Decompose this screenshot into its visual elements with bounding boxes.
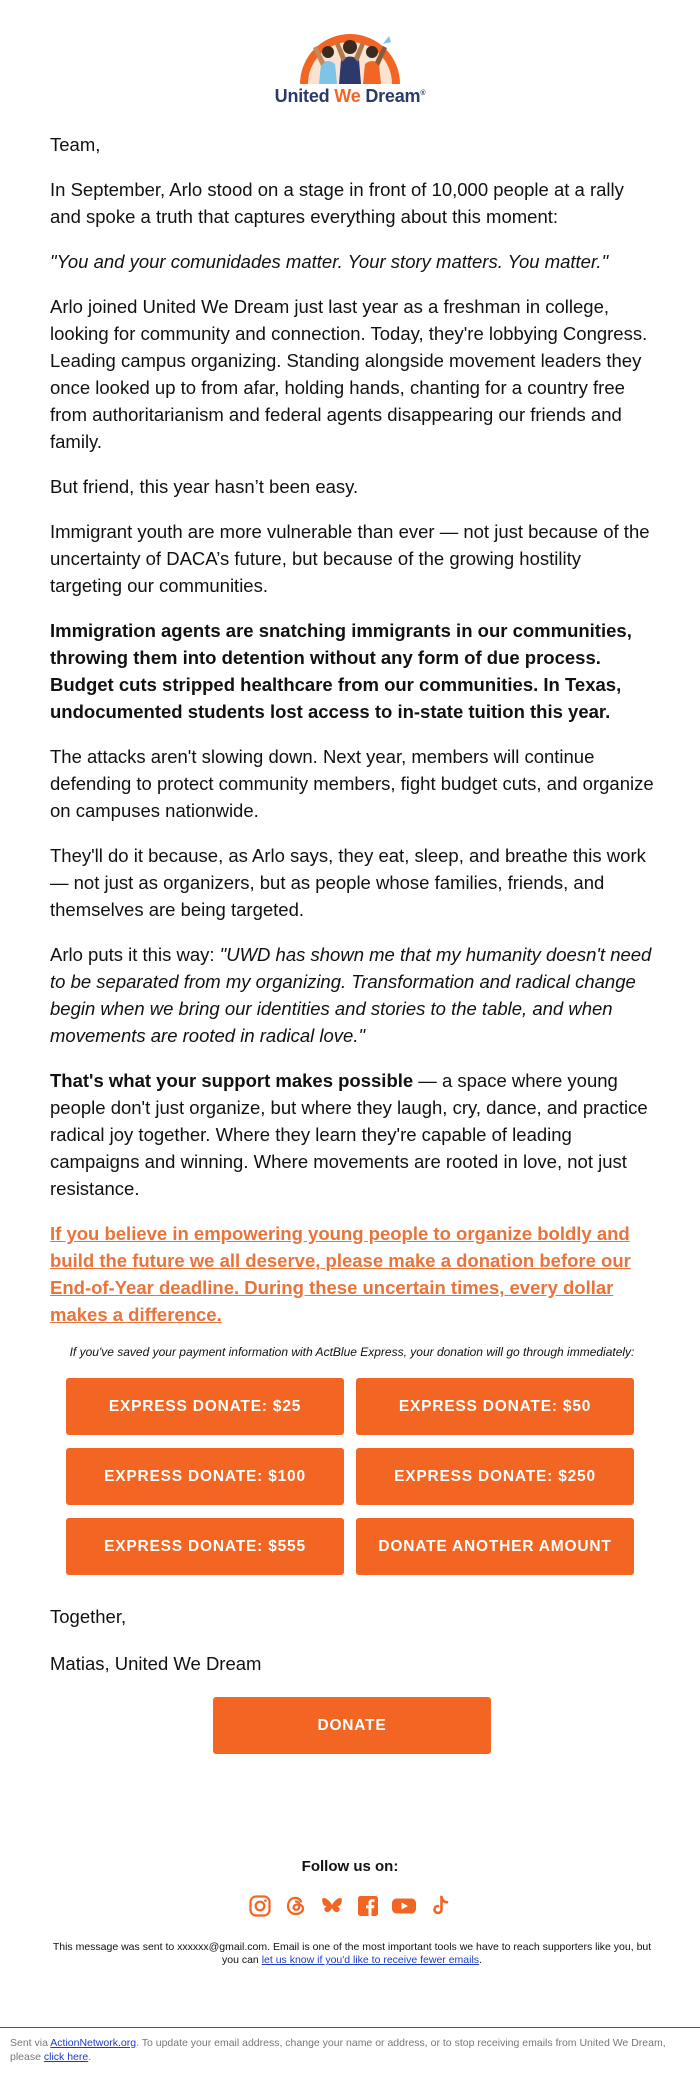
youtube-icon[interactable] <box>391 1893 417 1919</box>
footer-text: Sent via <box>10 2037 51 2049</box>
footer-divider <box>0 2027 700 2028</box>
follow-heading: Follow us on: <box>301 1858 399 1875</box>
unsubscribe-link[interactable]: click here <box>43 2051 89 2063</box>
tiktok-icon[interactable] <box>427 1893 453 1919</box>
footer-text-middle: . To update your email address, change your name or address, or to stop receiving emails from United We Dream, please <box>10 2037 666 2063</box>
footer-notice <box>10 2036 670 2064</box>
quote-comunidades: "You and your comunidades matter. Your story matters. You matter." <box>50 251 609 272</box>
arlo-quote-text: "UWD has shown me that my humanity doesn't need to be separated from my organizing. Transformation and radical change begin when we bring our identities and stories to the table, and when movements are rooted in radical love." <box>50 944 652 1046</box>
facebook-icon[interactable] <box>355 1893 381 1919</box>
legal-text-end: . <box>479 1954 482 1966</box>
paragraph-attacks-bold: Immigration agents are snatching immigrants in our communities, throwing them into detention without any form of due process. Budget cuts stripped healthcare from our communities. In Texas, undocumented students lost access to in-state tuition this year. <box>50 620 632 722</box>
support-rest: — a space where young people don't just organize, but where they laugh, cry, dance, and practice radical joy together. Where they learn they're capable of leading campaigns and winning. Where movements are rooted in love, not just resistance. <box>50 1070 648 1199</box>
paragraph-arlo-joined: Arlo joined United We Dream just last year as a freshman in college, looking for community and connection. Today, they're lobbying Congress. Leading campus organizing. Standing alongside movement leaders they once looked up to from afar, holding hands, chanting for a country free from authoritarianism and federal agents disappearing our friends and family. <box>50 296 648 452</box>
paragraph-rally: In September, Arlo stood on a stage in front of 10,000 people at a rally and spoke a truth that captures everything about this moment: <box>50 179 624 227</box>
actionnetwork-link[interactable]: ActionNetwork.org <box>50 2037 137 2049</box>
paragraph-arlo-quote <box>50 941 654 1049</box>
donation-cta-link[interactable]: If you believe in empowering young people to organize boldly and build the future we all deserve, please make a donation before our End-of-Year deadline. During these uncertain times, every dollar makes a difference. <box>50 1223 631 1325</box>
fewer-emails-link[interactable]: let us know if you'd like to receive fewer emails <box>261 1954 480 1966</box>
express-donate-25-button[interactable]: EXPRESS DONATE: $25 <box>66 1378 344 1435</box>
express-donate-555-button[interactable]: EXPRESS DONATE: $555 <box>66 1518 344 1575</box>
paragraph-support <box>50 1067 654 1202</box>
greeting: Team, <box>50 134 101 155</box>
express-donate-50-button[interactable]: EXPRESS DONATE: $50 <box>356 1378 634 1435</box>
arlo-quote-lead: Arlo puts it this way: <box>50 944 220 965</box>
closing: Together, <box>50 1606 127 1627</box>
legal-text: This message was sent to xxxxxx@gmail.com. Email is one of the most important tools we have to reach supporters like you, but you can <box>52 1941 652 1966</box>
express-donate-100-button[interactable]: EXPRESS DONATE: $100 <box>66 1448 344 1505</box>
express-note: If you've saved your payment information with ActBlue Express, your donation will go through immediately: <box>69 1345 635 1359</box>
support-bold: That's what your support makes possible <box>50 1070 414 1091</box>
donate-another-amount-button[interactable]: DONATE ANOTHER AMOUNT <box>356 1518 634 1575</box>
legal-notice <box>50 1941 654 1967</box>
email-body <box>50 131 654 1754</box>
paragraph-vulnerable: Immigrant youth are more vulnerable than ever — not just because of the uncertainty of DACA’s future, but because of the growing hostility targeting our communities. <box>50 521 650 596</box>
paragraph-next-year: The attacks aren't slowing down. Next year, members will continue defending to protect community members, fight budget cuts, and organize on campuses nationwide. <box>50 746 654 821</box>
brand-logo[interactable] <box>0 22 700 107</box>
paragraph-eat-sleep: They'll do it because, as Arlo says, they eat, sleep, and breathe this work — not just as organizers, but as people whose families, friends, and themselves are being targeted. <box>50 845 646 920</box>
logo-illustration-icon <box>295 22 405 84</box>
footer-text-end: . <box>88 2051 92 2063</box>
paragraph-hard-year: But friend, this year hasn’t been easy. <box>50 476 359 497</box>
signature: Matias, United We Dream <box>50 1653 262 1674</box>
express-donate-grid <box>66 1378 654 1575</box>
bluesky-icon[interactable] <box>319 1893 345 1919</box>
logo-wordmark: United We Dream® <box>274 86 426 106</box>
social-icons <box>0 1893 700 1919</box>
express-donate-250-button[interactable]: EXPRESS DONATE: $250 <box>356 1448 634 1505</box>
donate-button-wrap <box>50 1697 654 1754</box>
donate-button[interactable]: DONATE <box>213 1697 491 1754</box>
instagram-icon[interactable] <box>247 1893 273 1919</box>
threads-icon[interactable] <box>283 1893 309 1919</box>
